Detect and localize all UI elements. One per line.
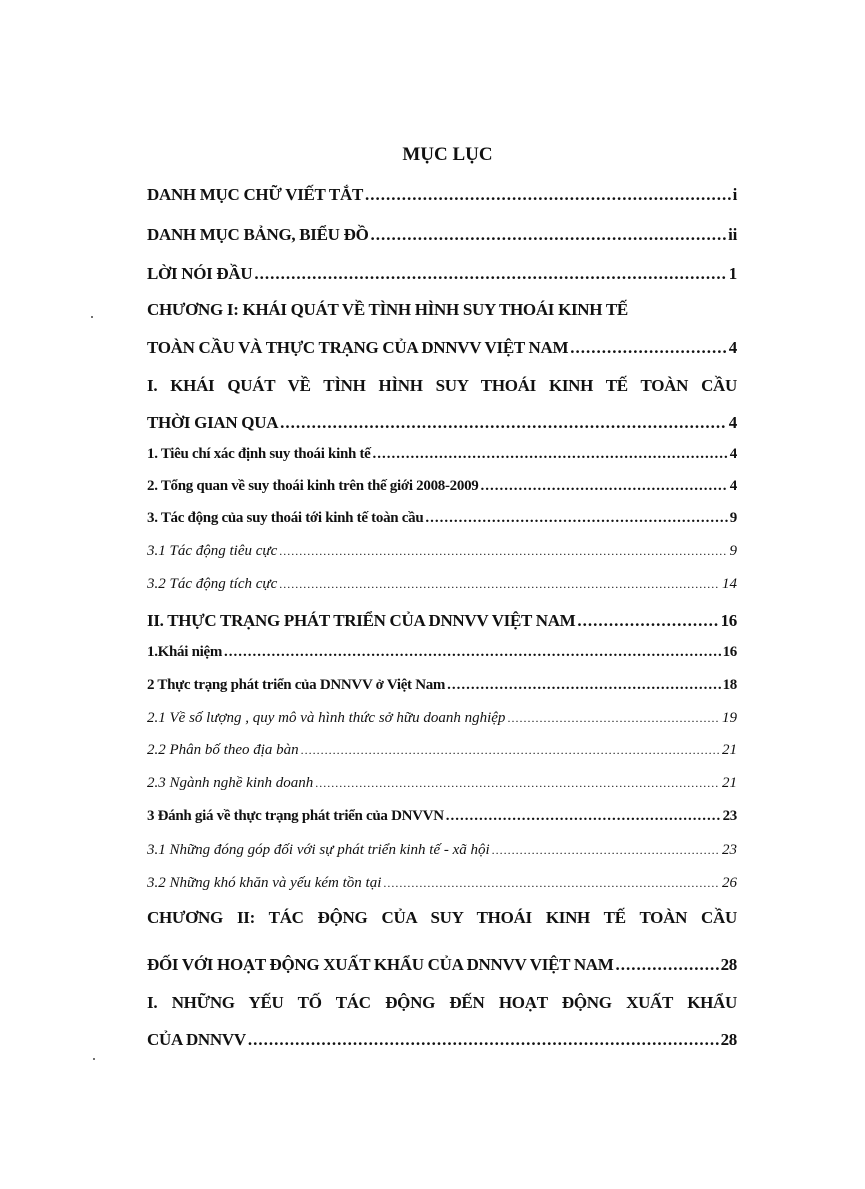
- toc-entry-page: i: [732, 185, 737, 204]
- toc-entry[interactable]: [147, 993, 737, 1013]
- dot-leader: [315, 776, 720, 791]
- dot-leader: [616, 955, 719, 975]
- dot-leader: [383, 876, 720, 891]
- toc-entry-page: 28: [720, 955, 737, 974]
- toc-entry[interactable]: [147, 908, 737, 928]
- dot-leader: [279, 544, 727, 559]
- dot-leader: [447, 677, 720, 694]
- toc-title: MỤC LỤC: [402, 144, 493, 165]
- toc-entry-title: 3.2 Những khó khăn và yếu kém tồn tại: [147, 875, 382, 891]
- toc-entry[interactable]: [147, 478, 737, 495]
- toc-entry-page: 19: [722, 710, 737, 726]
- toc-entry-title: THỜI GIAN QUA: [147, 413, 279, 432]
- dot-leader: [248, 1030, 719, 1050]
- toc-entry-title: 2.2 Phân bố theo địa bàn: [147, 742, 299, 758]
- dot-leader: [279, 577, 720, 592]
- toc-entry-title: 2.3 Ngành nghề kinh doanh: [147, 775, 314, 791]
- toc-entry-page: 9: [729, 543, 737, 559]
- dot-leader: [446, 808, 721, 825]
- dot-leader: [373, 446, 728, 463]
- toc-entry-page: 16: [722, 644, 737, 660]
- toc-entry-title: 1. Tiêu chí xác định suy thoái kinh tế: [147, 446, 371, 462]
- scan-speck: [93, 1058, 95, 1060]
- dot-leader: [254, 264, 726, 284]
- toc-entry[interactable]: [147, 1030, 737, 1050]
- toc-entry[interactable]: [147, 842, 737, 859]
- toc-entry-page: 9: [729, 510, 737, 526]
- toc-entry[interactable]: [147, 225, 737, 245]
- toc-entry-page: 4: [729, 446, 737, 462]
- dot-leader: [577, 611, 718, 631]
- scan-speck: [91, 316, 93, 318]
- toc-entry[interactable]: [147, 376, 737, 396]
- toc-entry-page: 18: [722, 677, 737, 693]
- toc-entry[interactable]: [147, 875, 737, 892]
- toc-entry-page: 4: [728, 338, 737, 357]
- toc-entry[interactable]: [147, 300, 737, 320]
- toc-entry-title: CỦA DNNVV: [147, 1030, 246, 1049]
- toc-entry-title: I. NHỮNG YẾU TỐ TÁC ĐỘNG ĐẾN HOẠT ĐỘNG XUẤT KHẨU: [147, 993, 737, 1012]
- toc-entry[interactable]: [147, 185, 737, 205]
- toc-entry[interactable]: [147, 644, 737, 661]
- toc-entry-title: LỜI NÓI ĐẦU: [147, 264, 253, 283]
- toc-entry-page: 21: [722, 775, 737, 791]
- toc-entry[interactable]: [147, 338, 737, 358]
- dot-leader: [507, 711, 720, 726]
- toc-entry[interactable]: [147, 264, 737, 284]
- toc-entry-page: 1: [728, 264, 737, 283]
- toc-entry-title: TOÀN CẦU VÀ THỰC TRẠNG CỦA DNNVV VIỆT NAM: [147, 338, 569, 357]
- toc-entry-title: 3.1 Tác động tiêu cực: [147, 543, 278, 559]
- toc-entry-title: 3.2 Tác động tích cực: [147, 576, 278, 592]
- toc-entry[interactable]: [147, 543, 737, 560]
- toc-entry-title: DANH MỤC CHỮ VIẾT TẮT: [147, 185, 363, 204]
- toc-entry-page: 14: [722, 576, 737, 592]
- toc-entry[interactable]: [147, 413, 737, 433]
- toc-entry[interactable]: [147, 808, 737, 825]
- dot-leader: [425, 510, 727, 527]
- toc-entry[interactable]: [147, 742, 737, 759]
- toc-entry[interactable]: [147, 510, 737, 527]
- toc-entry[interactable]: [147, 677, 737, 694]
- toc-entry-page: 23: [722, 808, 737, 824]
- dot-leader: [492, 843, 720, 858]
- toc-entry-title: 1.Khái niệm: [147, 644, 223, 660]
- toc-entry-title: 3 Đánh giá về thực trạng phát triển của DNVVN: [147, 808, 444, 824]
- toc-entry[interactable]: [147, 775, 737, 792]
- toc-entry[interactable]: [147, 710, 737, 727]
- toc-entry-page: 28: [720, 1030, 737, 1049]
- toc-entry-title: CHƯƠNG I: KHÁI QUÁT VỀ TÌNH HÌNH SUY THOÁI KINH TẾ: [147, 300, 628, 319]
- toc-entry-page: 16: [720, 611, 737, 630]
- dot-leader: [480, 478, 727, 495]
- toc-entry-title: ĐỐI VỚI HOẠT ĐỘNG XUẤT KHẨU CỦA DNNVV VIỆT NAM: [147, 955, 614, 974]
- toc-entry-page: 21: [722, 742, 737, 758]
- toc-entry-title: 2. Tổng quan về suy thoái kinh trên thế giới 2008-2009: [147, 478, 479, 494]
- toc-entry[interactable]: [147, 611, 737, 631]
- dot-leader: [224, 644, 721, 661]
- toc-entry-page: 23: [722, 842, 737, 858]
- dot-leader: [570, 338, 727, 358]
- toc-entry-page: ii: [728, 225, 737, 244]
- dot-leader: [280, 413, 727, 433]
- dot-leader: [365, 185, 731, 205]
- toc-entry-title: CHƯƠNG II: TÁC ĐỘNG CỦA SUY THOÁI KINH TẾ TOÀN CẦU: [147, 908, 737, 927]
- toc-entry-title: I. KHÁI QUÁT VỀ TÌNH HÌNH SUY THOÁI KINH TẾ TOÀN CẦU: [147, 376, 737, 395]
- toc-entry-page: 26: [722, 875, 737, 891]
- toc-entry-page: 4: [728, 413, 737, 432]
- toc-entry[interactable]: [147, 955, 737, 975]
- toc-entry-title: 3.1 Những đóng góp đối với sự phát triển kinh tế - xã hội: [147, 842, 490, 858]
- toc-entry-title: 3. Tác động của suy thoái tới kinh tế toàn cầu: [147, 510, 424, 526]
- toc-entry-title: 2.1 Về số lượng , quy mô và hình thức sở hữu doanh nghiệp: [147, 710, 506, 726]
- toc-entry[interactable]: [147, 446, 737, 463]
- toc-entry[interactable]: [147, 576, 737, 593]
- dot-leader: [371, 225, 727, 245]
- toc-entry-page: 4: [729, 478, 737, 494]
- dot-leader: [301, 743, 720, 758]
- toc-entry-title: DANH MỤC BẢNG, BIỂU ĐỒ: [147, 225, 369, 244]
- toc-entry-title: II. THỰC TRẠNG PHÁT TRIỂN CỦA DNNVV VIỆT NAM: [147, 611, 576, 630]
- toc-entry-title: 2 Thực trạng phát triển của DNNVV ở Việt Nam: [147, 677, 446, 693]
